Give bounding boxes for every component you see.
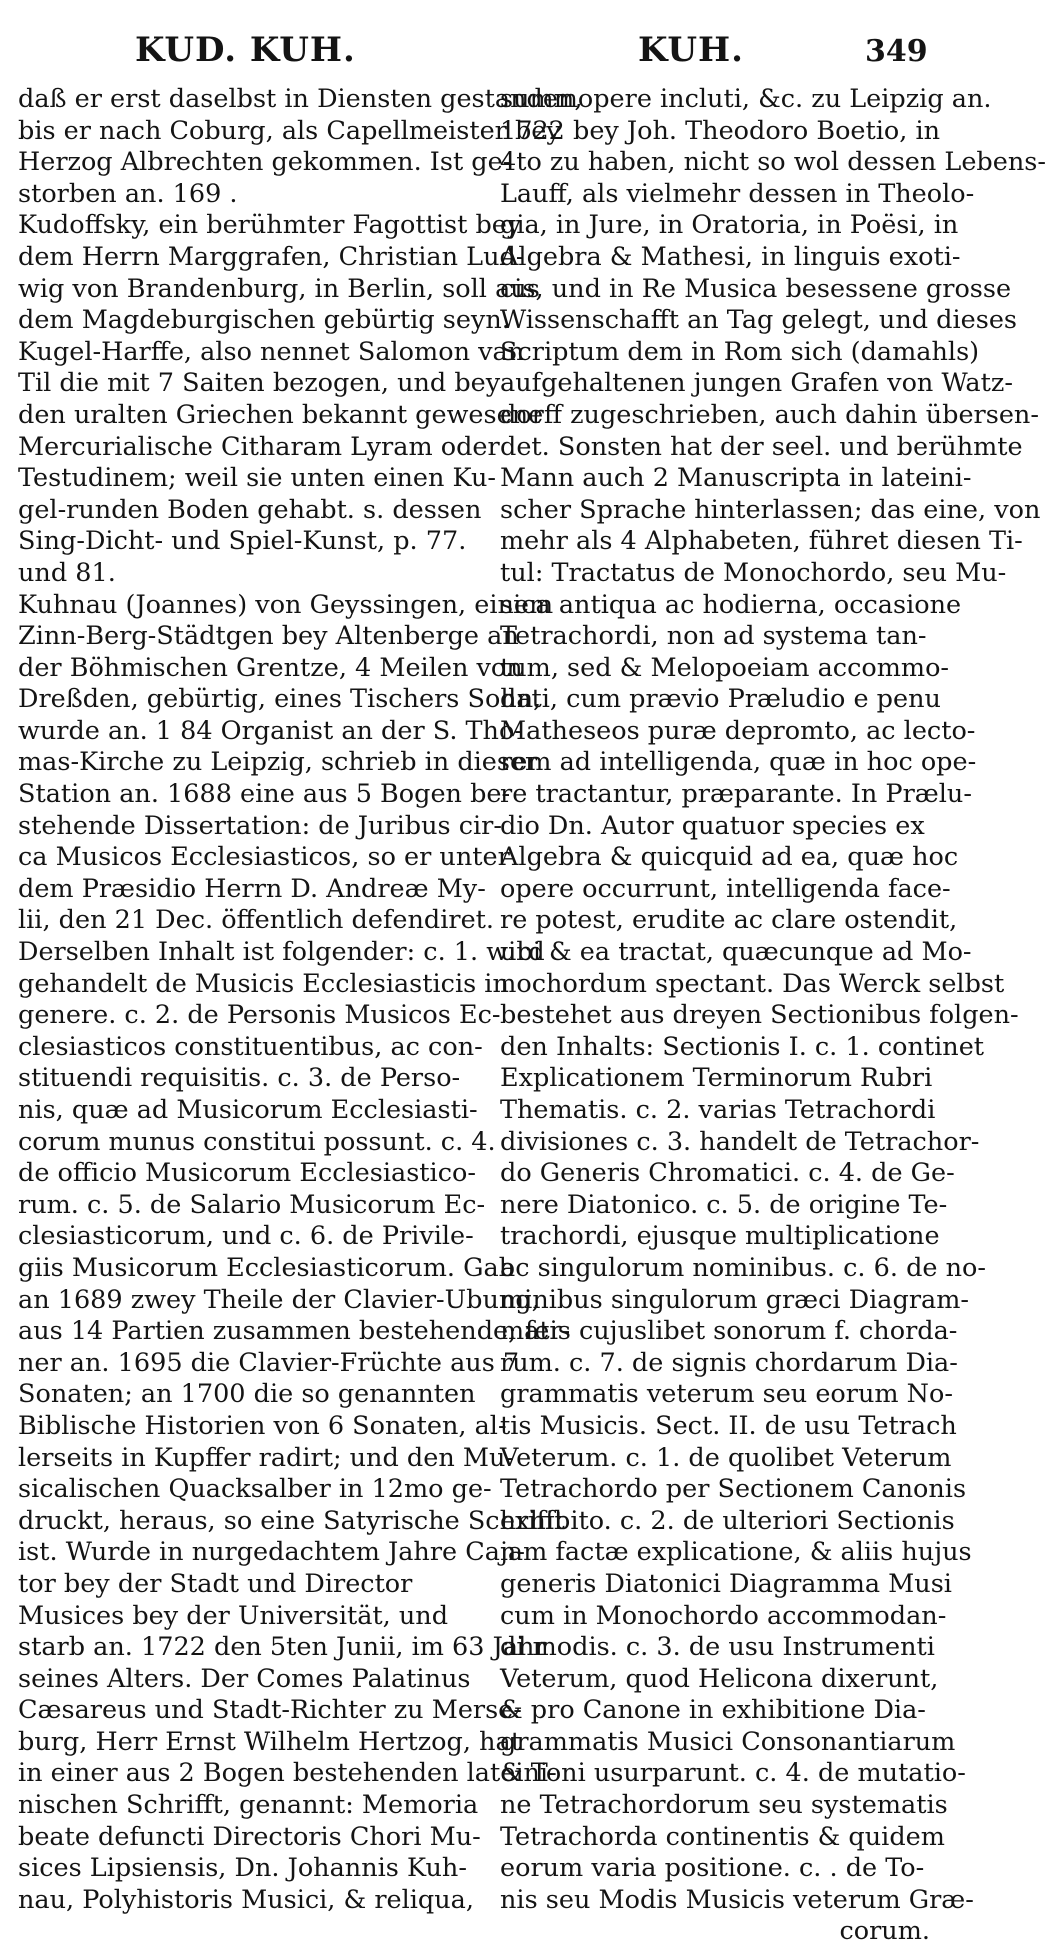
text-line: grammatis veterum seu eorum No- [500, 1379, 953, 1410]
text-line: corum munus constitui possunt. c. 4. [18, 1126, 496, 1157]
text-line: matis cujuslibet sonorum f. chorda- [500, 1316, 958, 1347]
text-line: seines Alters. Der Comes Palatinus [18, 1663, 471, 1694]
text-line: Kudoffsky, ein berühmter Fagottist bey [18, 210, 522, 241]
text-line: clesiasticorum, und c. 6. de Privile- [18, 1221, 474, 1252]
text-line: Mercurialische Citharam Lyram oder [18, 431, 500, 462]
header-left-keywords: KUD. KUH. [135, 30, 356, 70]
text-line: Cæsareus und Stadt-Richter zu Merse- [18, 1695, 522, 1726]
text-line: divisiones c. 3. handelt de Tetrachor- [500, 1126, 980, 1157]
text-line: tum, sed & Melopoeiam accommo- [500, 652, 950, 683]
text-line: gel-runden Boden gehabt. s. dessen [18, 494, 482, 525]
text-line: giis Musicorum Ecclesiasticorum. Gab [18, 1252, 516, 1283]
text-line: stehende Dissertation: de Juribus cir- [18, 810, 502, 841]
text-line: sices Lipsiensis, Dn. Johannis Kuh- [18, 1853, 467, 1884]
text-line: Mann auch 2 Manuscripta in lateini- [500, 463, 972, 494]
text-line: den Inhalts: Sectionis I. c. 1. continet [500, 1031, 985, 1062]
text-line: grammatis Musici Consonantiarum [500, 1726, 956, 1757]
text-line: Musices bey der Universität, und [18, 1600, 449, 1631]
text-line: Sonaten; an 1700 die so genannten [18, 1379, 476, 1410]
text-line: 1722 bey Joh. Theodoro Boetio, in [500, 115, 941, 146]
text-line: wig von Brandenburg, in Berlin, soll aus [18, 273, 540, 304]
text-line: bestehet aus dreyen Sectionibus folgen- [500, 1000, 1019, 1031]
text-line: Algebra & quicquid ad ea, quæ hoc [500, 842, 959, 873]
text-line: 4to zu haben, nicht so wol dessen Lebens- [500, 147, 1046, 178]
page-number: 349 [865, 34, 928, 69]
text-line: ist. Wurde in nurgedachtem Jahre Can- [18, 1537, 525, 1568]
text-line: de officio Musicorum Ecclesiastico- [18, 1158, 476, 1189]
text-line: aufgehaltenen jungen Grafen von Watz- [500, 368, 1013, 399]
text-line: aus 14 Partien zusammen bestehende; fer- [18, 1316, 571, 1347]
text-line: an 1689 zwey Theile der Clavier-Ubung, [18, 1284, 540, 1315]
text-line: re tractantur, præparante. In Prælu- [500, 779, 972, 810]
text-line: nochordum spectant. Das Werck selbst [500, 968, 1005, 999]
text-line: tis Musicis. Sect. II. de usu Tetrach [500, 1410, 957, 1441]
text-line: Tetrachordo per Sectionem Canonis [500, 1474, 967, 1505]
text-line: mas-Kirche zu Leipzig, schrieb in dieser [18, 747, 538, 778]
text-line: dorff zugeschrieben, auch dahin übersen- [500, 399, 1039, 430]
text-line: starb an. 1722 den 5ten Junii, im 63 Jahr [18, 1632, 547, 1663]
text-line: jam factæ explicatione, & aliis hujus [500, 1537, 972, 1568]
text-line: Herzog Albrechten gekommen. Ist ge- [18, 147, 512, 178]
text-line: di modis. c. 3. de usu Instrumenti [500, 1632, 935, 1663]
text-line: clesiasticos constituentibus, ac con- [18, 1031, 483, 1062]
text-line: nis seu Modis Musicis veterum Græ- [500, 1884, 974, 1915]
text-line: tul: Tractatus de Monochordo, seu Mu- [500, 557, 1007, 588]
text-line: beate defuncti Directoris Chori Mu- [18, 1821, 481, 1852]
text-line: Matheseos puræ depromto, ac lecto- [500, 715, 976, 746]
text-line: Kuhnau (Joannes) von Geyssingen, einem [18, 589, 554, 620]
text-line: wurde an. 1 84 Organist an der S. Tho- [18, 715, 523, 746]
text-line: Algebra & Mathesi, in linguis exoti- [500, 241, 961, 272]
text-line: Derselben Inhalt ist folgender: c. 1. wird [18, 937, 545, 968]
text-line: do Generis Chromatici. c. 4. de Ge- [500, 1158, 955, 1189]
text-line: genere. c. 2. de Personis Musicos Ec- [18, 1000, 501, 1031]
text-line: cum in Monochordo accommodan- [500, 1600, 947, 1631]
text-line: det. Sonsten hat der seel. und berühmte [500, 431, 1023, 462]
right-text-column [500, 84, 1046, 1948]
text-line: Lauff, als vielmehr dessen in Theolo- [500, 178, 975, 209]
text-line: und 81. [18, 557, 116, 588]
text-line: nere Diatonico. c. 5. de origine Te- [500, 1189, 948, 1220]
text-line: & Toni usurparunt. c. 4. de mutatio- [500, 1758, 966, 1789]
text-line: ne Tetrachordorum seu systematis [500, 1790, 948, 1821]
text-line: re potest, erudite ac clare ostendit, [500, 905, 958, 936]
text-line: Scriptum dem in Rom sich (damahls) [500, 336, 980, 367]
text-line: minibus singulorum græci Diagram- [500, 1284, 970, 1315]
text-line: lerseits in Kupffer radirt; und den Mu- [18, 1442, 515, 1473]
text-line: exhibito. c. 2. de ulteriori Sectionis [500, 1505, 955, 1536]
left-text-column [18, 84, 583, 1916]
text-line: druckt, heraus, so eine Satyrische Schrifft [18, 1505, 565, 1536]
text-line: Sing-Dicht- und Spiel-Kunst, p. 77. [18, 526, 467, 557]
text-line: rem ad intelligenda, quæ in hoc ope- [500, 747, 977, 778]
text-line: dio Dn. Autor quatuor species ex [500, 810, 925, 841]
text-line: ac singulorum nominibus. c. 6. de no- [500, 1252, 986, 1283]
text-line: daß er erst daselbst in Diensten gestanden, [18, 84, 583, 114]
text-line: opere occurrunt, intelligenda face- [500, 873, 951, 904]
text-line: corum. [839, 1916, 930, 1947]
text-line: ca Musicos Ecclesiasticos, so er unter [18, 842, 510, 873]
text-line: burg, Herr Ernst Wilhelm Hertzog, hat [18, 1726, 521, 1757]
text-line: nischen Schrifft, genannt: Memoria [18, 1790, 479, 1821]
text-line: gehandelt de Musicis Ecclesiasticis in [18, 968, 509, 999]
text-line: ner an. 1695 die Clavier-Früchte aus 7 [18, 1347, 520, 1378]
header-right-keyword: KUH. [638, 30, 744, 70]
text-line: stituendi requisitis. c. 3. de Perso- [18, 1063, 461, 1094]
text-line: dem Magdeburgischen gebürtig seyn. [18, 305, 510, 336]
text-line: nau, Polyhistoris Musici, & reliqua, [18, 1884, 474, 1915]
text-line: storben an. 169 . [18, 178, 238, 209]
text-line: Veterum, quod Helicona dixerunt, [500, 1663, 939, 1694]
text-line: dati, cum prævio Præludio e penu [500, 684, 941, 715]
text-line: den uralten Griechen bekannt gewesene [18, 399, 544, 430]
text-line: & pro Canone in exhibitione Dia- [500, 1695, 926, 1726]
text-line: Kugel-Harffe, also nennet Salomon van [18, 336, 525, 367]
text-line: lii, den 21 Dec. öffentlich defendiret. [18, 905, 495, 936]
text-line: gia, in Jure, in Oratoria, in Poësi, in [500, 210, 959, 241]
text-line: rum. c. 7. de signis chordarum Dia- [500, 1347, 958, 1378]
text-line: mehr als 4 Alphabeten, führet diesen Ti- [500, 526, 1023, 557]
text-line: Biblische Historien von 6 Sonaten, al- [18, 1410, 507, 1441]
text-line: Tetrachorda continentis & quidem [500, 1821, 945, 1852]
text-line: ubi & ea tractat, quæcunque ad Mo- [500, 937, 972, 968]
text-line: Zinn-Berg-Städtgen bey Altenberge an [18, 621, 519, 652]
text-line: Dreßden, gebürtig, eines Tischers Sohn, [18, 684, 542, 715]
text-line: dem Herrn Marggrafen, Christian Lud- [18, 241, 525, 272]
text-line: Explicationem Terminorum Rubri [500, 1063, 933, 1094]
text-line: Tetrachordi, non ad systema tan- [500, 621, 927, 652]
text-line: dem Præsidio Herrn D. Andreæ My- [18, 873, 486, 904]
text-line: summopere incluti, &c. zu Leipzig an. [500, 84, 992, 114]
text-line: Thematis. c. 2. varias Tetrachordi [500, 1095, 936, 1125]
text-line: scher Sprache hinterlassen; das eine, von [500, 494, 1041, 525]
text-line: Wissenschafft an Tag gelegt, und dieses [500, 305, 1018, 336]
text-line: sicalischen Quacksalber in 12mo ge- [18, 1474, 492, 1505]
text-line: nis, quæ ad Musicorum Ecclesiasti- [18, 1095, 478, 1125]
text-line: rum. c. 5. de Salario Musicorum Ec- [18, 1189, 486, 1220]
text-line: tor bey der Stadt und Director [18, 1568, 413, 1599]
text-line: Til die mit 7 Saiten bezogen, und bey [18, 368, 501, 399]
text-line: generis Diatonici Diagramma Musi [500, 1568, 952, 1599]
text-line: cis, und in Re Musica besessene grosse [500, 273, 1012, 304]
text-line: Testudinem; weil sie unten einen Ku- [18, 463, 497, 494]
text-line: sica antiqua ac hodierna, occasione [500, 589, 962, 620]
text-line: Station an. 1688 eine aus 5 Bogen be- [18, 779, 511, 810]
running-header [0, 30, 1000, 80]
text-line: der Böhmischen Grentze, 4 Meilen von [18, 652, 523, 683]
text-line: in einer aus 2 Bogen bestehenden lateini- [18, 1758, 557, 1789]
text-line: trachordi, ejusque multiplicatione [500, 1221, 940, 1252]
text-line: Veterum. c. 1. de quolibet Veterum [500, 1442, 952, 1473]
text-line: eorum varia positione. c. . de To- [500, 1853, 925, 1884]
text-line: bis er nach Coburg, als Capellmeister bey [18, 115, 561, 146]
